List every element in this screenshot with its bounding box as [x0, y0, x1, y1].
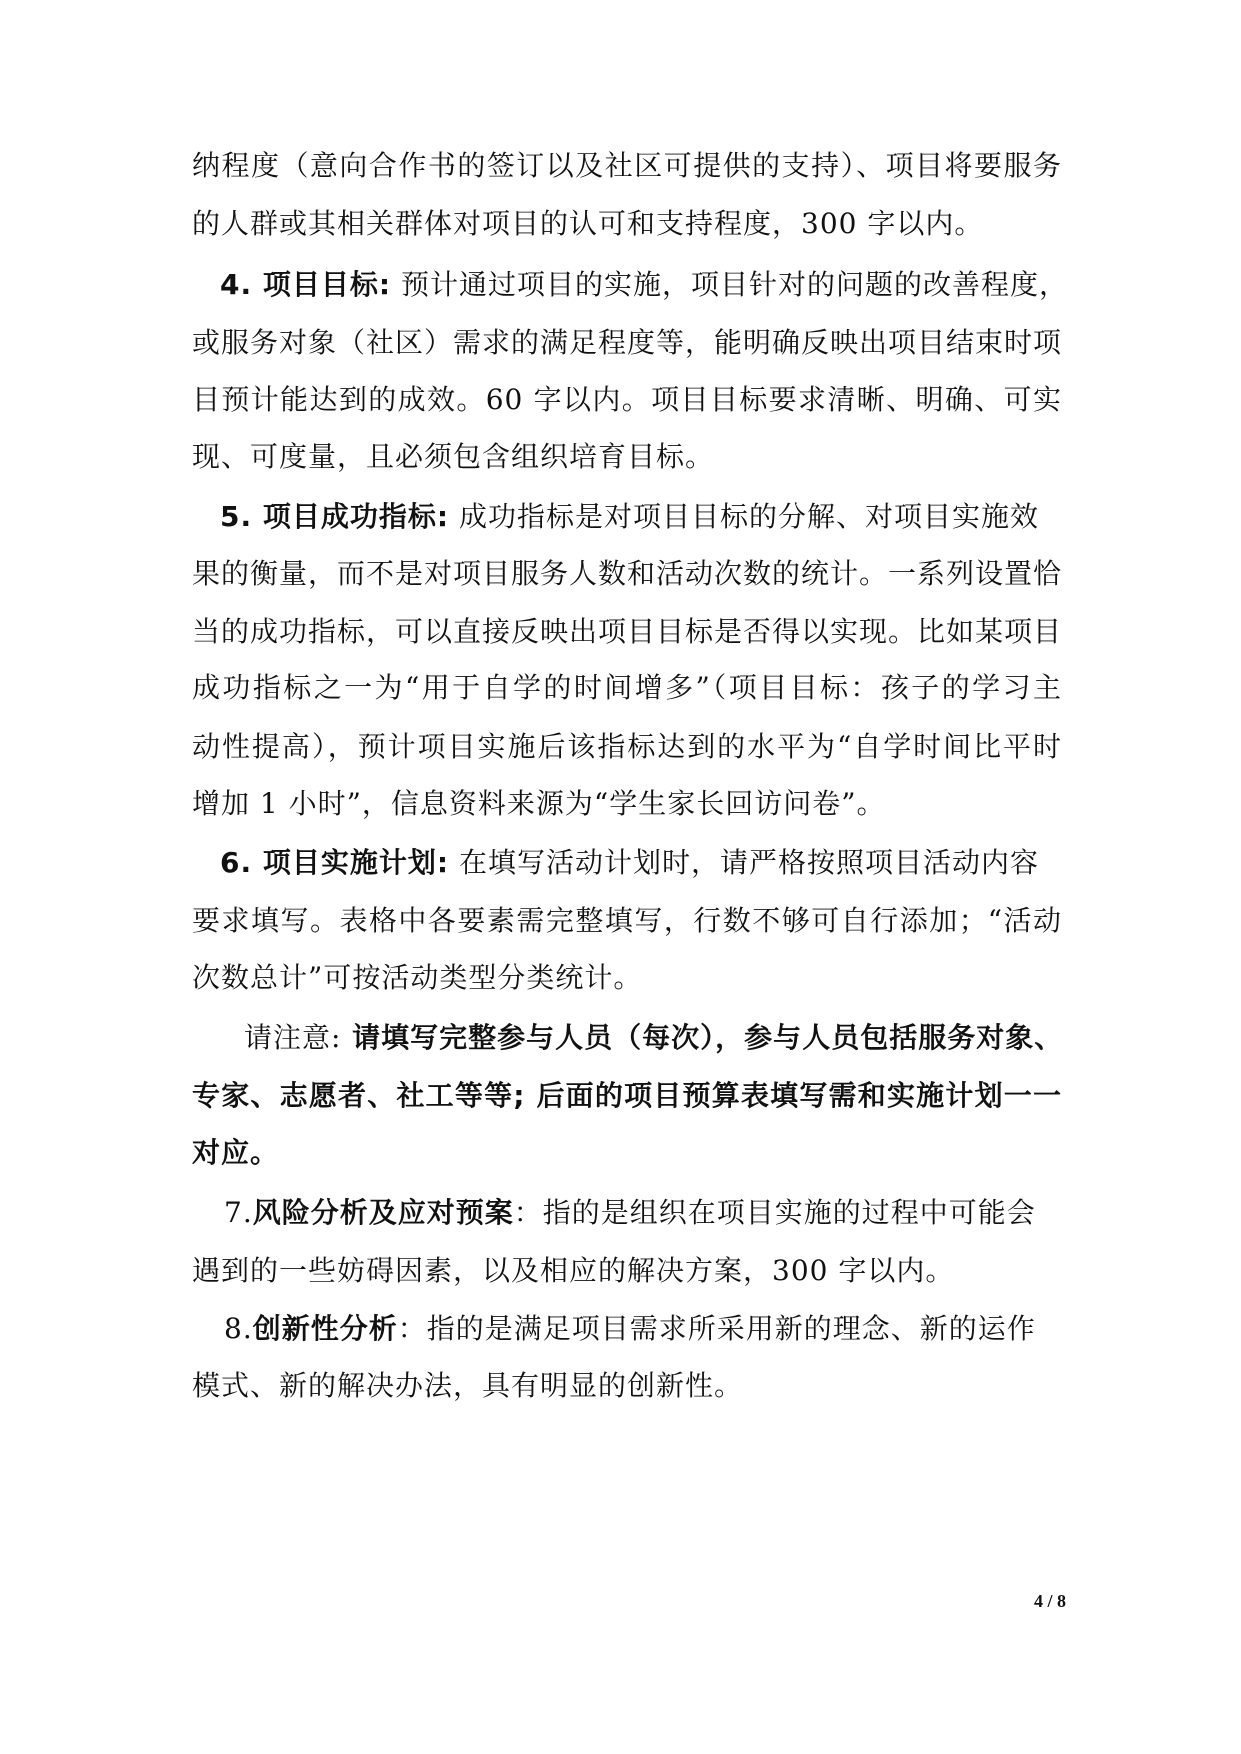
section-6-first-line — [220, 843, 1062, 883]
section-6-heading: 6. 项目实施计划: — [220, 846, 450, 879]
section-7-first-line — [224, 1193, 1062, 1233]
note-prefix: 请注意: — [244, 1021, 342, 1054]
note-line: 专家、志愿者、社工等等; 后面的项目预算表填写需和实施计划一一 — [192, 1079, 1062, 1112]
paragraph-line: 动性提高），预计项目实施后该指标达到的水平为“自学时间比平时 — [192, 730, 1062, 763]
paragraph-line: 目预计能达到的成效。60 字以内。项目目标要求清晰、明确、可实 — [192, 383, 1062, 416]
section-5-heading: 5. 项目成功指标: — [220, 500, 450, 533]
paragraph-line: 当的成功指标，可以直接反映出项目目标是否得以实现。比如某项目 — [192, 615, 1063, 648]
paragraph-line: 纳程度（意向合作书的签订以及社区可提供的支持）、项目将要服务 — [192, 149, 1062, 182]
paragraph-line: 的人群或其相关群体对项目的认可和支持程度，300 字以内。 — [192, 207, 984, 240]
section-4-heading: 4. 项目目标: — [220, 268, 392, 301]
paragraph-line: 现、可度量，且必须包含组织培育目标。 — [192, 440, 715, 473]
section-4-first-line — [220, 265, 1068, 305]
paragraph-line: 成功指标之一为“用于自学的时间增多”（项目目标：孩子的学习主 — [192, 671, 1062, 704]
paragraph-line: 或服务对象（社区）需求的满足程度等，能明确反映出项目结束时项 — [192, 326, 1063, 359]
paragraph-text: 在填写活动计划时，请严格按照项目活动内容 — [449, 846, 1039, 879]
section-8-heading: 创新性分析 — [252, 1312, 398, 1345]
section-8-number: 8. — [224, 1312, 253, 1345]
paragraph-line: 模式、新的解决办法，具有明显的创新性。 — [192, 1369, 744, 1402]
paragraph-line: 果的衡量，而不是对项目服务人数和活动次数的统计。一系列设置恰 — [192, 557, 1063, 590]
paragraph-text: ：指的是满足项目需求所采用新的理念、新的运作 — [397, 1312, 1036, 1345]
page-number: 4 / 8 — [1034, 1591, 1067, 1611]
paragraph-line: 要求填写。表格中各要素需完整填写，行数不够可自行添加；“活动 — [192, 904, 1062, 937]
paragraph-line: 次数总计”可按活动类型分类统计。 — [192, 961, 643, 994]
note-text: 请填写完整参与人员（每次），参与人员包括服务对象、 — [341, 1021, 1064, 1054]
section-5-first-line — [220, 497, 1062, 537]
section-7-heading: 风险分析及应对预案 — [252, 1196, 514, 1229]
paragraph-text: 成功指标是对项目目标的分解、对项目实施效 — [449, 500, 1039, 533]
section-8-first-line — [224, 1309, 1062, 1349]
note-first-line — [244, 1018, 1062, 1058]
paragraph-text: ：指的是组织在项目实施的过程中可能会 — [513, 1196, 1036, 1229]
paragraph-text: 预计通过项目的实施，项目针对的问题的改善程度， — [391, 268, 1068, 301]
section-7-number: 7. — [224, 1196, 253, 1229]
paragraph-line: 遇到的一些妨碍因素，以及相应的解决方案，300 字以内。 — [192, 1254, 955, 1287]
note-line: 对应。 — [192, 1136, 280, 1169]
paragraph-line: 增加 1 小时”，信息资料来源为“学生家长回访问卷”。 — [192, 787, 886, 820]
